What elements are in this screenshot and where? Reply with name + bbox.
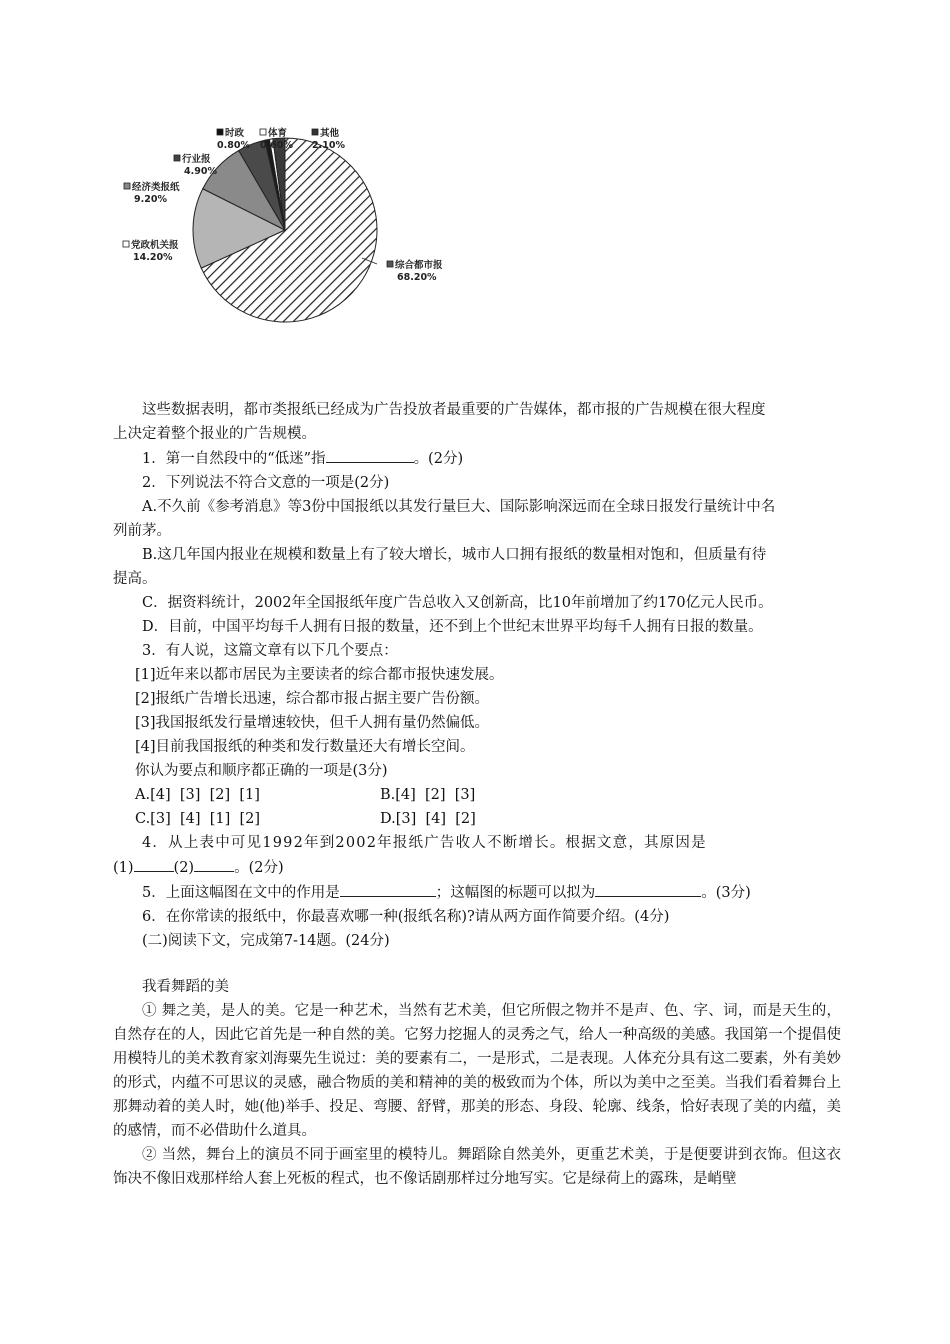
options-row-1 bbox=[113, 783, 841, 807]
question-3-ask: 你认为要点和顺序都正确的一项是(3分) bbox=[135, 763, 388, 779]
option-a-cont: 列前茅。 bbox=[113, 523, 171, 539]
legend-swatch bbox=[174, 155, 180, 161]
legend-swatch bbox=[260, 129, 266, 135]
slice-value-label: 0.80% bbox=[217, 140, 250, 151]
legend-swatch bbox=[124, 183, 130, 189]
question-2: 2．下列说法不符合文意的一项是(2分) bbox=[142, 475, 390, 491]
slice-label: 党政机关报 bbox=[131, 240, 179, 251]
legend-swatch bbox=[217, 129, 223, 135]
article-paragraph-2: ② 当然，舞台上的演员不同于画室里的模特儿。舞蹈除自然美外，更重艺术美，于是便要讲到衣饰。但这衣饰决不像旧戏那样给人套上死板的程式，也不像话剧那样过分地写实。它是绿荷上的露珠，是峭壁 bbox=[113, 1147, 841, 1187]
article-paragraph-1: ① 舞之美，是人的美。它是一种艺术，当然有艺术美，但它所假之物并不是声、色、字、词，而是天生的，自然存在的人，因此它首先是一种自然的美。它努力挖掘人的灵秀之气，给人一种高级的美感。我国第一个提倡使用模特儿的美术教育家刘海粟先生说过：美的要素有二，一是形式，二是表现。人体充分具有这二要素，外有美妙的形式，内蕴不可思议的灵感，融合物质的美和精神的美的极致而为个体，所以为美中之至美。当我们看着舞台上那舞动着的美人时，她(他)举手、投足、弯腰、舒臂，那美的形态、身段、轮廓、线条，恰好表现了美的内蕴，美的感情，而不必借助什么道具。 bbox=[113, 1003, 841, 1139]
answer-blank-2[interactable] bbox=[194, 855, 234, 872]
point-3: [3]我国报纸发行量增速较快，但千人拥有量仍然偏低。 bbox=[135, 715, 490, 731]
slice-value-label: 4.90% bbox=[184, 166, 217, 177]
pie-chart bbox=[100, 118, 480, 338]
option-b-cont: 提高。 bbox=[113, 571, 157, 587]
slice-value-label: 2.10% bbox=[312, 140, 345, 151]
slice-label: 综合都市报 bbox=[395, 260, 443, 271]
document-body bbox=[113, 398, 841, 1191]
point-1: [1]近年来以都市居民为主要读者的综合都市报快速发展。 bbox=[135, 667, 504, 683]
question-4-cont: (1) (2) 。(2分) bbox=[113, 855, 841, 880]
choice-c[interactable]: C.[3] [4] [1] [2] bbox=[135, 811, 260, 827]
slice-value-label: 14.20% bbox=[133, 252, 173, 263]
question-5: 5．上面这幅图在文中的作用是 ；这幅图的标题可以拟为 。(3分) bbox=[113, 880, 841, 905]
slice-label: 行业报 bbox=[182, 154, 211, 165]
section-2-heading: (二)阅读下文，完成第7-14题。(24分) bbox=[142, 933, 390, 949]
slice-label: 体育 bbox=[268, 128, 288, 139]
paragraph: 这些数据表明，都市类报纸已经成为广告投放者最重要的广告媒体，都市报的广告规模在很大程度 bbox=[142, 402, 766, 418]
slice-label: 时政 bbox=[225, 128, 245, 139]
answer-blank[interactable] bbox=[326, 446, 414, 463]
point-4: [4]目前我国报纸的种类和发行数量还大有增长空间。 bbox=[135, 739, 475, 755]
question-3: 3．有人说，这篇文章有以下几个要点： bbox=[142, 643, 398, 659]
option-d: D．目前，中国平均每千人拥有日报的数量，还不到上个世纪末世界平均每千人拥有日报的数量。 bbox=[142, 619, 763, 635]
slice-value-label: 0.60% bbox=[260, 140, 293, 151]
answer-blank-1[interactable] bbox=[340, 880, 436, 897]
choice-d[interactable]: D.[3] [4] [2] bbox=[380, 811, 476, 827]
choice-a[interactable]: A.[4] [3] [2] [1] bbox=[135, 787, 260, 803]
slice-value-label: 68.20% bbox=[397, 272, 437, 283]
option-c: C．据资料统计，2002年全国报纸年度广告总收入又创新高，比10年前增加了约170亿元人民币。 bbox=[142, 595, 773, 611]
legend-swatch bbox=[123, 241, 129, 247]
slice-value-label: 9.20% bbox=[134, 194, 167, 205]
question-4: 4．从上表中可见1992年到2002年报纸广告收人不断增长。根据文意，其原因是 bbox=[142, 835, 707, 851]
article-title: 我看舞蹈的美 bbox=[142, 979, 229, 995]
option-b: B.这几年国内报业在规模和数量上有了较大增长，城市人口拥有报纸的数量相对饱和，但质量有待 bbox=[142, 547, 767, 563]
option-a: A.不久前《参考消息》等3份中国报纸以其发行量巨大、国际影响深远而在全球日报发行量统计中名 bbox=[142, 499, 776, 515]
slice-label: 经济类报纸 bbox=[132, 182, 180, 193]
answer-blank-1[interactable] bbox=[134, 855, 174, 872]
options-row-2 bbox=[113, 807, 841, 831]
choice-b[interactable]: B.[4] [2] [3] bbox=[380, 787, 476, 803]
slice-label: 其他 bbox=[320, 128, 340, 139]
question-6: 6．在你常读的报纸中，你最喜欢哪一种(报纸名称)?请从两方面作简要介绍。(4分) bbox=[142, 909, 670, 925]
point-2: [2]报纸广告增长迅速，综合都市报占据主要广告份额。 bbox=[135, 691, 490, 707]
question-1: 1．第一自然段中的“低迷”指 。(2分) bbox=[113, 446, 841, 471]
legend-swatch bbox=[387, 261, 393, 267]
legend-swatch bbox=[312, 129, 318, 135]
answer-blank-2[interactable] bbox=[595, 880, 701, 897]
paragraph: 上决定着整个报业的广告规模。 bbox=[113, 426, 316, 442]
